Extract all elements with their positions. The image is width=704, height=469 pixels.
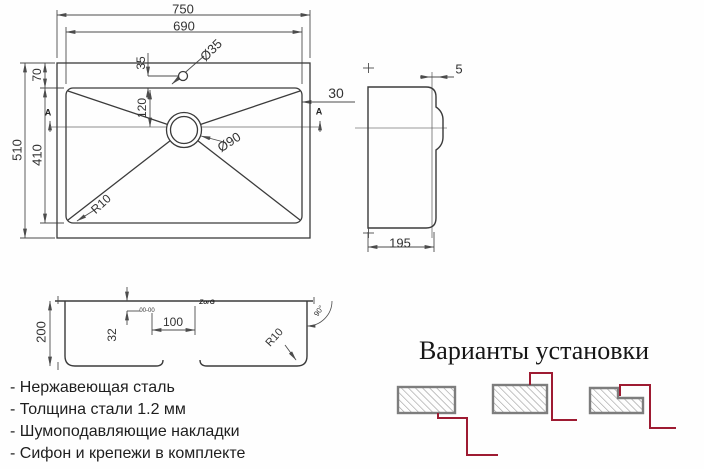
side-view-drawing — [350, 55, 480, 255]
installation-title: Варианты установки — [418, 336, 650, 365]
dim-width-inner: 690 — [173, 18, 195, 34]
top-view-drawing — [0, 0, 360, 272]
dim-corner-radius-section: R10 — [263, 326, 286, 350]
dim-rim-right: 30 — [328, 85, 344, 101]
dim-tap-offset: 35 — [134, 56, 148, 70]
section-marker-a-right: A — [315, 106, 323, 117]
install-option-undermount — [590, 385, 676, 428]
feature-item: - Сифон и крепежи в комплекте — [10, 445, 246, 462]
brand-logo: ZorG — [199, 298, 215, 306]
dim-drain-offset: 120 — [135, 97, 149, 119]
dim-overflow-offset: 32 — [105, 328, 119, 342]
dim-bowl-depth: 200 — [33, 321, 49, 343]
feature-item: - Шумоподавляющие накладки — [10, 423, 240, 440]
dim-lip-thickness: 5 — [455, 61, 463, 77]
feature-item: - Толщина стали 1.2 мм — [10, 401, 186, 418]
dim-width-outer: 750 — [172, 1, 194, 17]
dim-depth-195: 195 — [389, 235, 411, 251]
dim-rim-top: 70 — [30, 68, 44, 82]
dim-wall-angle: 90° — [311, 303, 326, 319]
section-view-drawing — [30, 280, 360, 385]
dim-bowl-height: 410 — [29, 144, 45, 166]
section-marker-a-left: A — [44, 107, 52, 118]
drain-circle-inner — [171, 117, 198, 144]
dim-height-outer: 510 — [9, 139, 25, 161]
dim-overflow-width: 100 — [162, 315, 184, 329]
dim-corner-radius-top: R10 — [88, 191, 114, 217]
feature-item: - Нержавеющая сталь — [10, 379, 175, 396]
countertop-profile-1 — [438, 413, 498, 455]
tap-hole — [179, 72, 188, 81]
installation-diagrams — [390, 370, 690, 465]
overflow-mark: 00-00 — [139, 308, 155, 314]
install-option-flushmount — [493, 373, 577, 420]
dim-tap-diameter: Ø35 — [197, 36, 225, 64]
feature-list — [10, 377, 245, 465]
section-view-dimensions — [50, 287, 332, 370]
side-view-dimensions — [363, 63, 454, 252]
dim-drain-diameter: Ø90 — [214, 129, 244, 155]
install-option-overmount — [398, 387, 498, 455]
